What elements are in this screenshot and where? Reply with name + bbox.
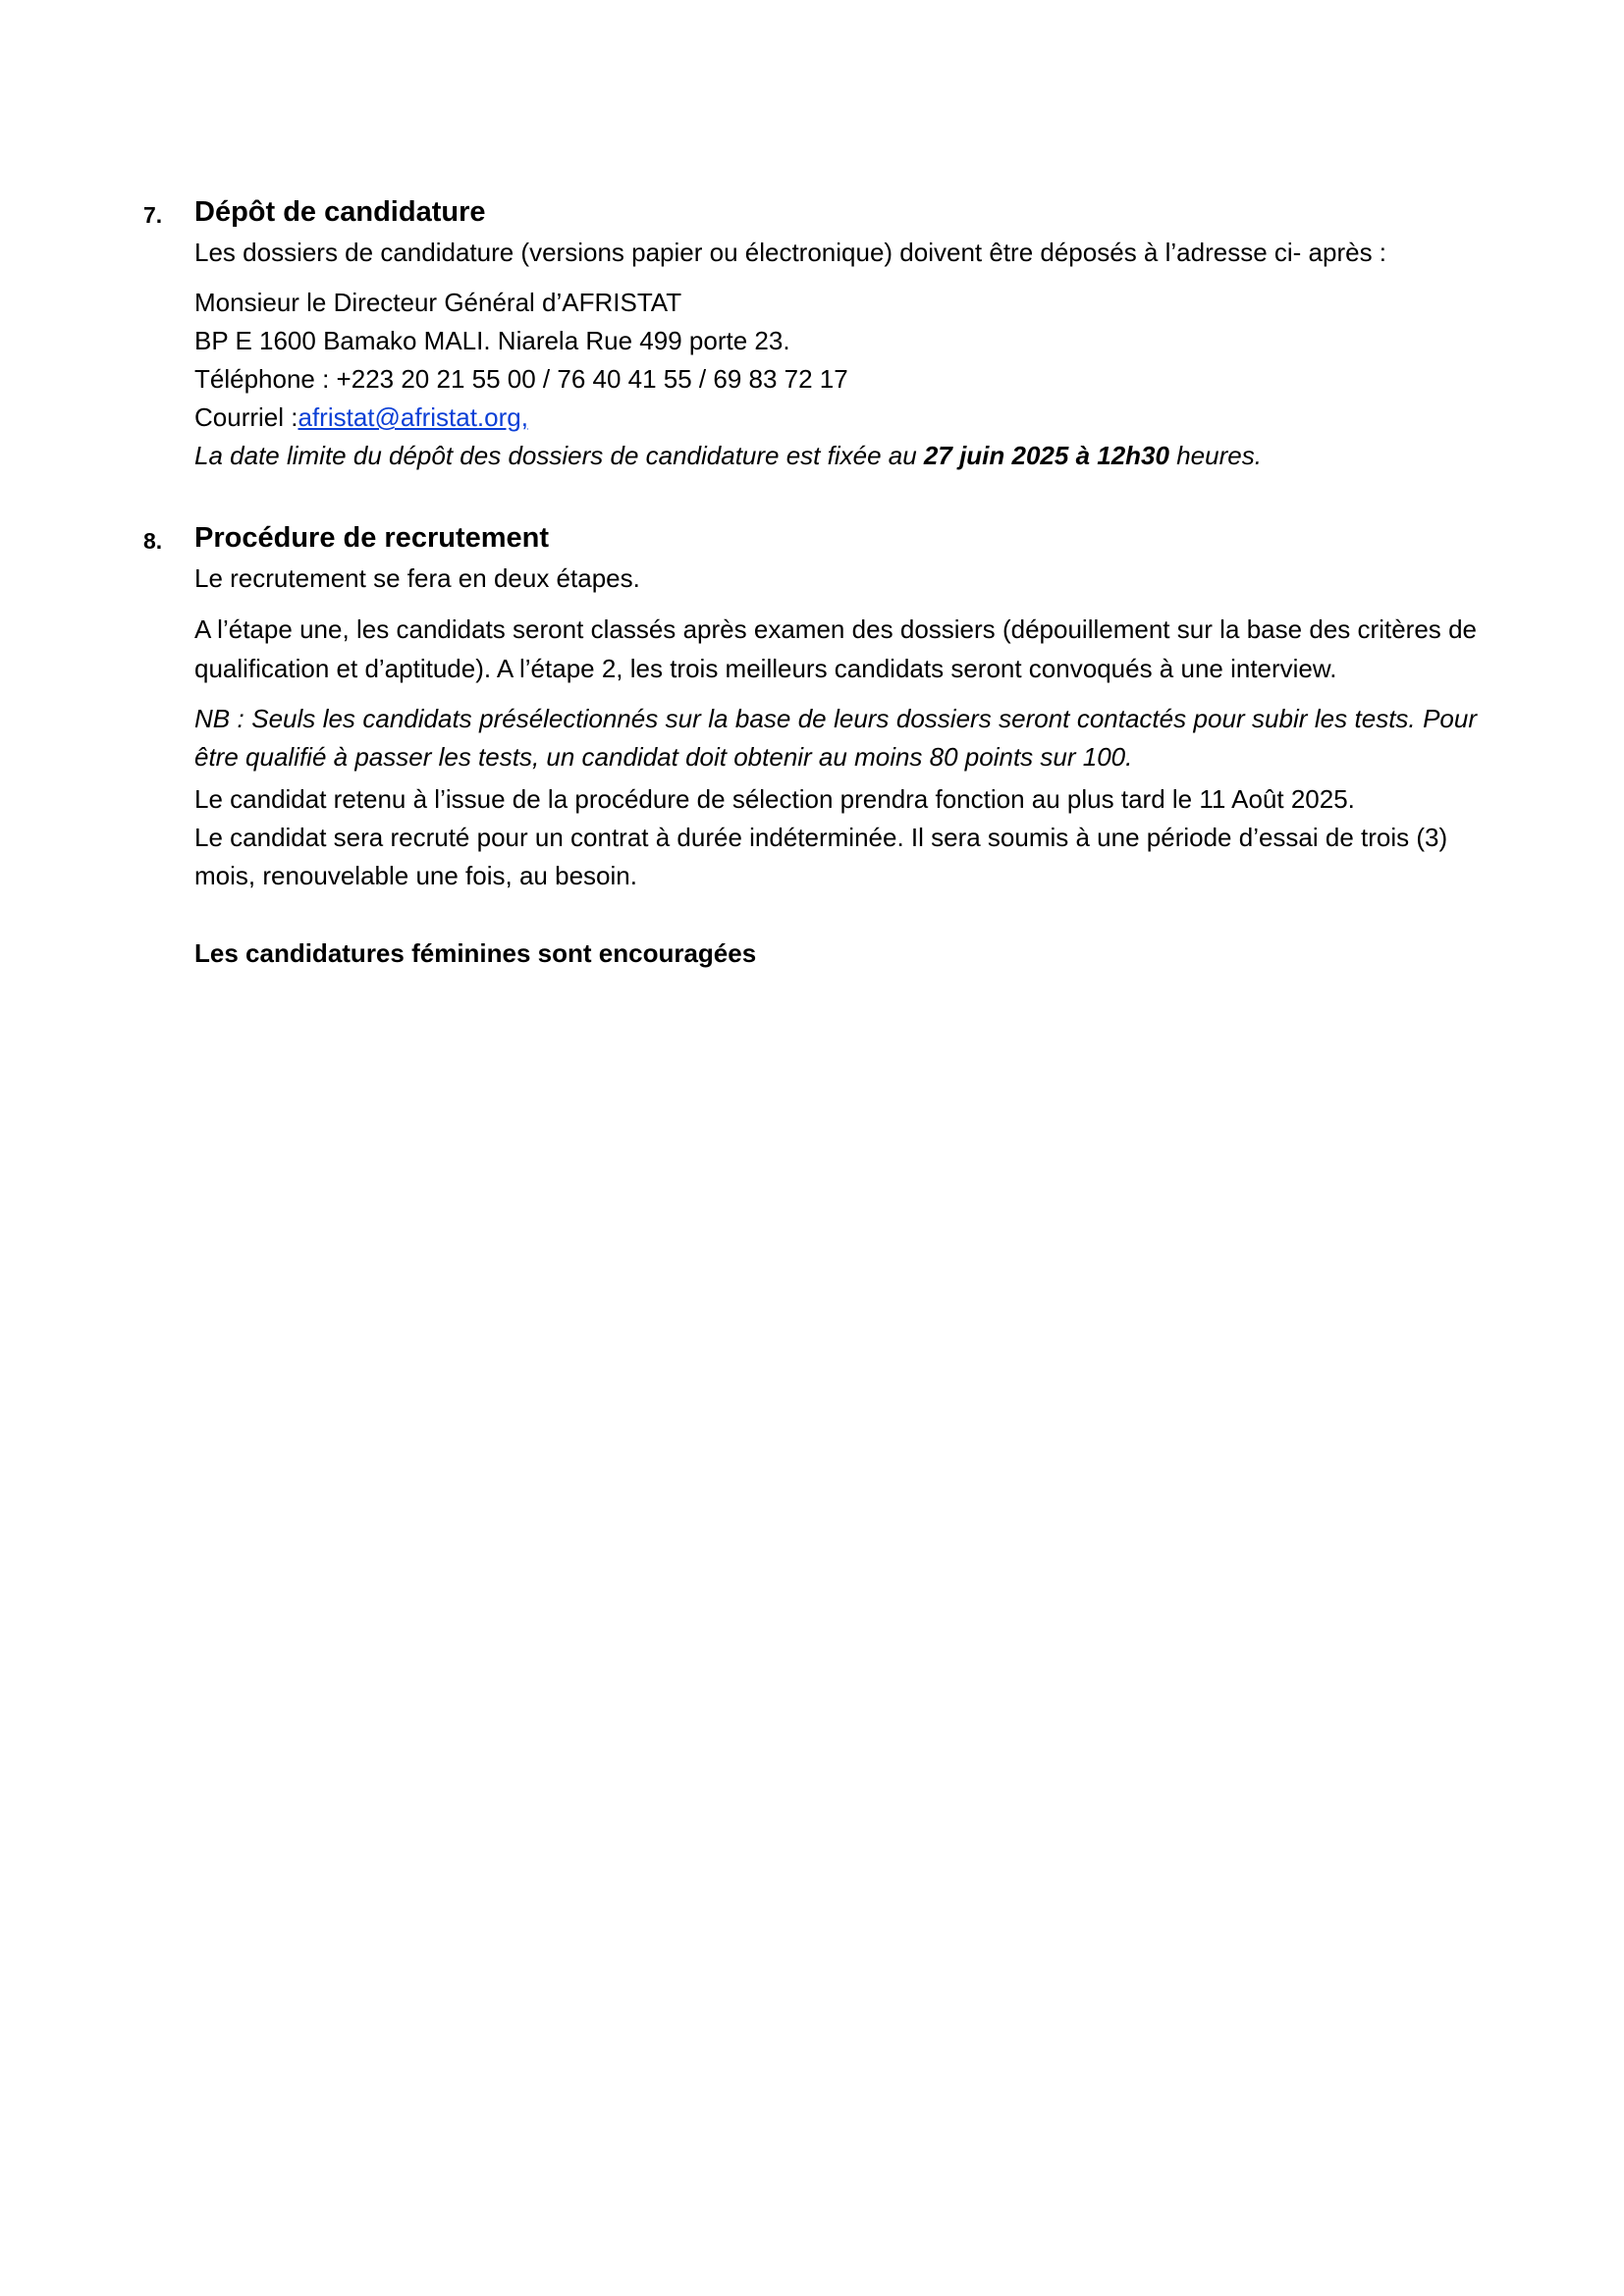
deadline-prefix: La date limite du dépôt des dossiers de candidature est fixée au — [194, 441, 924, 470]
email-line — [194, 399, 1477, 437]
phone-text: Téléphone : +223 20 21 55 00 / 76 40 41 55 / 69 83 72 17 — [194, 364, 848, 394]
address-recipient: Monsieur le Directeur Général d’AFRISTAT — [194, 288, 682, 317]
steps-paragraph: A l’étape une, les candidats seront classés après examen des dossiers (dépouillement sur la base des critères de qualification et d’aptitude). A l’étape 2, les trois meilleurs candidats seront convoqués à une interview. — [194, 614, 1477, 683]
address-line: BP E 1600 Bamako MALI. Niarela Rue 499 porte 23. — [194, 326, 790, 355]
section-number: 7. — [143, 202, 163, 228]
intro-text: Les dossiers de candidature (versions papier ou électronique) doivent être déposés à l’adresse ci- après : — [194, 238, 1387, 267]
note-paragraph: NB : Seuls les candidats présélectionnés sur la base de leurs dossiers seront contactés pour subir les tests. Pour être qualifié à passer les tests, un candidat doit obtenir au moins 80 points sur 100. — [194, 704, 1477, 772]
section-heading — [143, 196, 1479, 234]
section-body — [194, 234, 1477, 475]
email-link[interactable]: afristat@afristat.org — [298, 402, 521, 432]
deadline-suffix: heures. — [1168, 441, 1262, 470]
section-depot-candidature — [143, 196, 1479, 475]
section-procedure-recrutement — [143, 522, 1479, 973]
email-suffix: , — [520, 402, 528, 432]
contract-paragraph: Le candidat sera recruté pour un contrat à durée indéterminée. Il sera soumis à une période d’essai de trois (3) mois, renouvelable une fois, au besoin. — [194, 823, 1448, 890]
start-date-paragraph: Le candidat retenu à l’issue de la procédure de sélection prendra fonction au plus tard le 11 Août 2025. — [194, 784, 1355, 814]
closing-statement: Les candidatures féminines sont encouragées — [194, 938, 757, 968]
section-heading — [143, 522, 1479, 560]
section-number: 8. — [143, 528, 163, 554]
section-title: Procédure de recrutement — [194, 522, 550, 554]
deadline-text — [194, 437, 1477, 475]
intro-text: Le recrutement se fera en deux étapes. — [194, 563, 640, 593]
email-label: Courriel : — [194, 402, 298, 432]
deadline-date: 27 juin 2025 à 12h30 — [923, 441, 1169, 470]
section-body — [194, 560, 1477, 973]
section-title: Dépôt de candidature — [194, 196, 486, 228]
